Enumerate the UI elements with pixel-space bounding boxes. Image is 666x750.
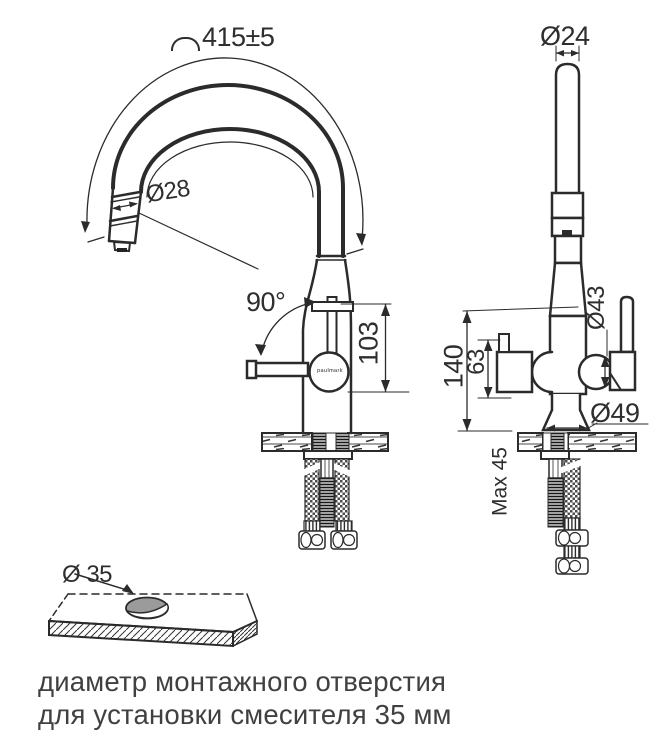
caption-line-2: для установки смесителя 35 мм	[38, 699, 452, 730]
dim-spout-diameter: Ø28	[144, 174, 192, 209]
dim-handle-height: 63	[463, 349, 490, 375]
dim-body-diameter: Ø43	[583, 286, 610, 330]
dim-max-counter-thickness: Max 45	[488, 447, 512, 516]
side-view-drawing	[458, 46, 648, 574]
dim-handle-angle: 90°	[246, 287, 286, 317]
dim-hole-diameter: Ø 35	[62, 561, 113, 588]
dim-spout-height: 103	[353, 321, 384, 366]
caption-line-1: диаметр монтажного отверстия	[38, 666, 447, 697]
dim-arc-length: 415±5	[202, 22, 275, 52]
brand-logo-text: paulmark	[317, 368, 343, 374]
dim-base-diameter: Ø49	[590, 398, 640, 428]
dim-tube-diameter: Ø24	[540, 21, 590, 51]
dim-height-140: 140	[438, 344, 469, 389]
